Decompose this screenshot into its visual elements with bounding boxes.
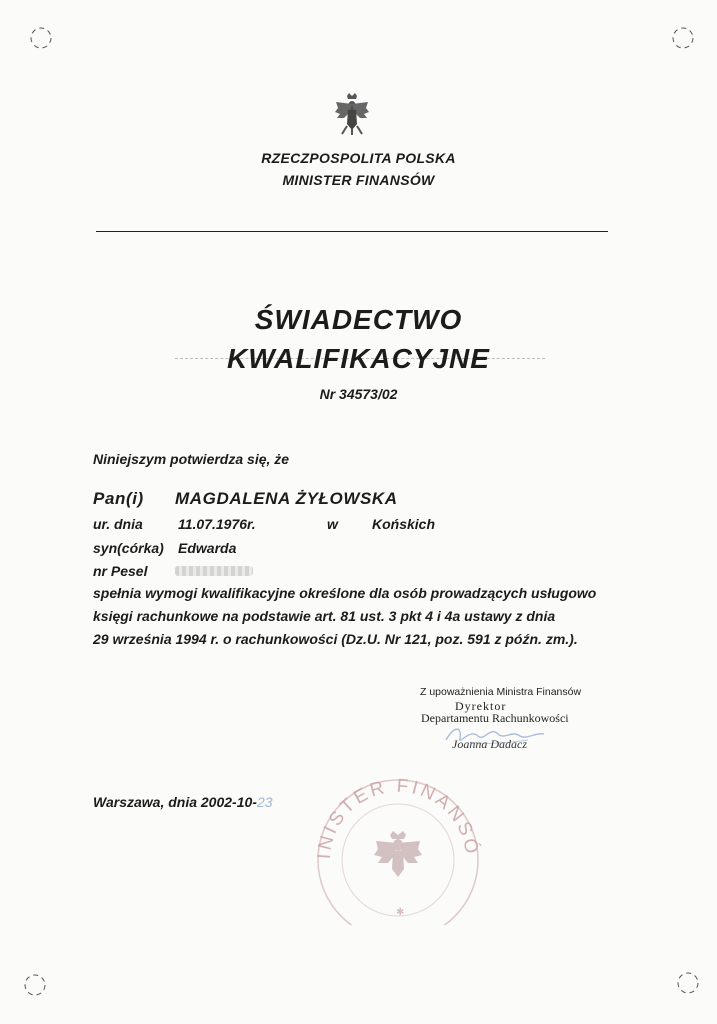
header-line-minister: MINISTER FINANSÓW [282,172,435,188]
place-date-text: Warszawa, dnia 2002-10- [93,794,257,810]
header-line-republic: RZECZPOSPOLITA POLSKA [261,150,456,166]
body-text-line-3: 29 września 1994 r. o rachunkowości (Dz.U. Nr 121, poz. 591 z późn. zm.). [93,631,578,647]
authority-line-2: Dyrektor [455,699,507,713]
title-line-2: KWALIFIKACYJNE [227,343,490,374]
signer-name: Joanna Dadacz [452,737,527,751]
polish-eagle-emblem-icon [332,92,372,136]
pan-label: Pan(i) [93,489,144,508]
born-label: ur. dnia [93,516,143,532]
corner-punch-mark-bottom-right [675,970,701,996]
corner-punch-mark-bottom-left [22,972,48,998]
holder-name: MAGDALENA ŻYŁOWSKA [175,489,398,508]
header-divider [96,231,608,232]
place-and-date [93,794,273,810]
pesel-label: nr Pesel [93,563,148,579]
born-place: Końskich [372,516,436,532]
parent-label: syn(córka) [93,540,164,556]
authority-line-1: Z upoważnienia Ministra Finansów [420,686,582,698]
corner-punch-mark-top-right [670,25,696,51]
certificate-number: Nr 34573/02 [319,386,398,402]
intro-text: Niniejszym potwierdza się, że [93,451,290,467]
born-in-label: w [327,516,338,532]
body-text-line-1: spełnia wymogi kwalifikacyjne określone dla osób prowadzących usługowo [93,585,597,601]
svg-text:✱: ✱ [396,907,405,918]
parent-name: Edwarda [178,540,237,556]
corner-punch-mark-top-left [28,25,54,51]
authority-line-3: Departamentu Rachunkowości [421,711,569,725]
pesel-redacted [175,566,253,576]
body-text-line-2: księgi rachunkowe na podstawie art. 81 ust. 3 pkt 4 i 4a ustawy z dnia [93,608,556,624]
born-date: 11.07.1976r. [178,516,256,532]
official-seal-stamp [300,765,490,925]
title-line-1: ŚWIADECTWO [254,304,463,335]
handwritten-day: 23 [256,794,273,810]
seal-text: INISTER FINANSÓ [313,775,483,860]
